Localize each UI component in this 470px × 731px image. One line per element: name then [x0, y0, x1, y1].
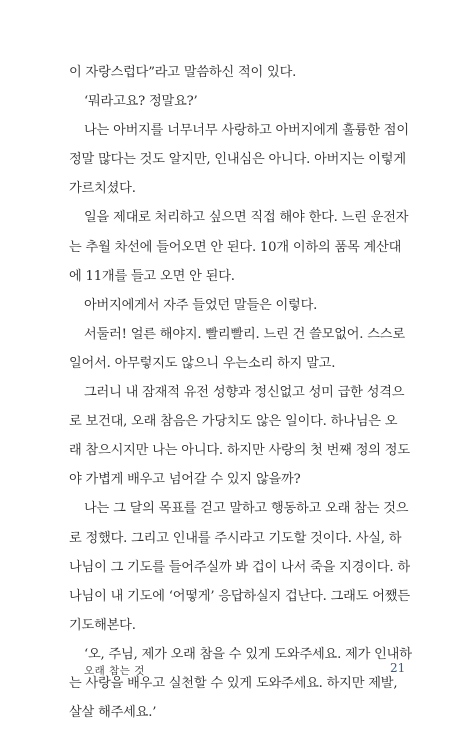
- text-line-12: 그러니 내 잠재적 유전 성향과 정신없고 성미 급한 성격으: [84, 385, 405, 401]
- text-line-18: 나님이 그 기도를 들어주실까 봐 겁이 나서 죽을 지경이다. 하: [69, 559, 410, 575]
- text-line-14: 래 참으시지만 나는 아니다. 하지만 사랑의 첫 번째 정의 정도: [69, 443, 410, 459]
- text-line-5: 가르치셨다.: [69, 181, 136, 197]
- text-line-23: 살살 해주세요.’: [69, 705, 157, 721]
- page-number: 21: [390, 661, 406, 675]
- text-line-17: 로 정했다. 그리고 인내를 주시라고 기도할 것이다. 사실, 하: [69, 530, 402, 546]
- text-line-10: 서둘러! 얼른 해야지. 빨리빨리. 느린 건 쓸모없어. 스스로: [84, 326, 405, 342]
- text-line-9: 아버지에게서 자주 들었던 말들은 이렇다.: [84, 297, 318, 313]
- running-footer-title: 오래 참는 것: [84, 665, 145, 677]
- text-line-8: 에 11개를 들고 오면 안 된다.: [69, 268, 235, 284]
- text-line-6: 일을 제대로 처리하고 싶으면 직접 해야 한다. 느린 운전자: [84, 210, 409, 226]
- text-line-16: 나는 그 달의 목표를 걷고 말하고 행동하고 오래 참는 것으: [84, 501, 409, 517]
- text-line-19: 나님이 내 기도에 ‘어떻게’ 응답하실지 겁난다. 그래도 어쨌든: [69, 588, 410, 604]
- text-line-21: ‘오, 주님, 제가 오래 참을 수 있게 도와주세요. 제가 인내하: [84, 646, 412, 662]
- text-line-3: 나는 아버지를 너무너무 사랑하고 아버지에게 훌륭한 점이: [84, 123, 409, 139]
- text-line-2: ‘뭐라고요? 정말요?’: [84, 94, 198, 110]
- text-line-1: 이 자랑스럽다”라고 말씀하신 적이 있다.: [69, 65, 297, 80]
- text-line-4: 정말 많다는 것도 알지만, 인내심은 아니다. 아버지는 이렇게: [69, 152, 406, 168]
- text-line-22: 는 사랑을 배우고 실천할 수 있게 도와주세요. 하지만 제발,: [69, 675, 398, 691]
- text-line-15: 야 가볍게 배우고 넘어갈 수 있지 않을까?: [69, 472, 301, 488]
- text-line-7: 는 추월 차선에 들어오면 안 된다. 10개 이하의 품목 계산대: [69, 239, 402, 255]
- text-line-20: 기도해본다.: [69, 617, 136, 633]
- page-body-text: [69, 58, 412, 727]
- text-line-11: 일어서. 아무렇지도 않으니 우는소리 하지 말고.: [69, 355, 336, 371]
- text-line-13: 로 보건대, 오래 참음은 가당치도 않은 일이다. 하나님은 오: [69, 414, 398, 430]
